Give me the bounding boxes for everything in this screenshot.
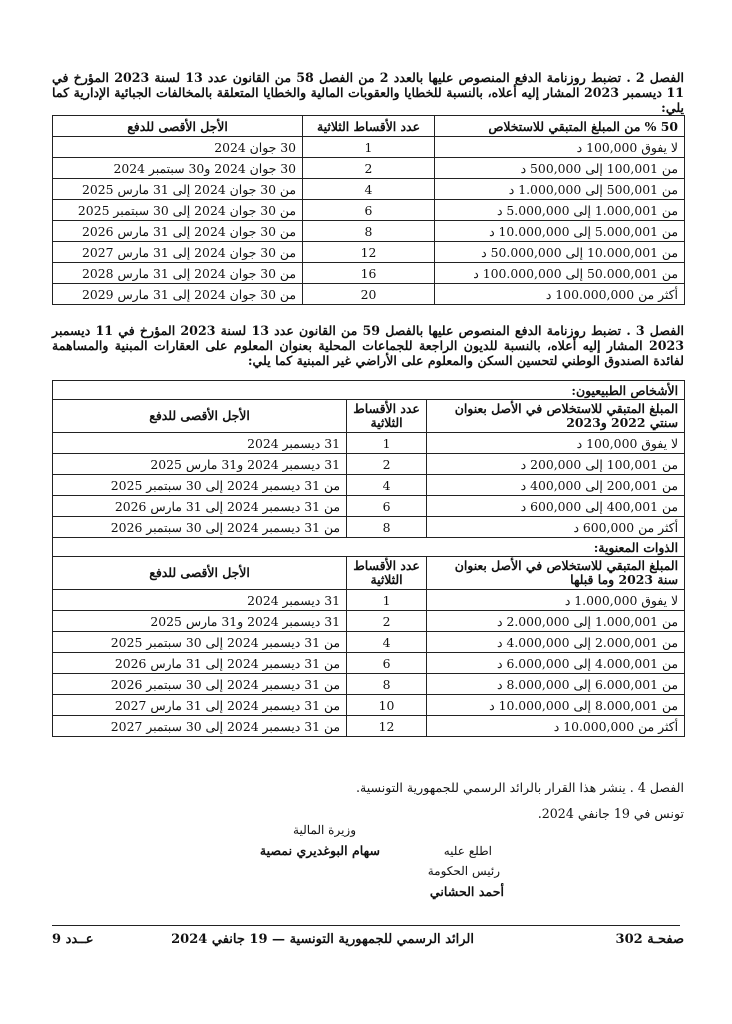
table-row [53,611,685,632]
legal-header-amount: المبلغ المتبقي للاستخلاص في الأصل بعنوان سنة 2023 وما قبلها [427,557,685,590]
natural-header-deadline: الأجل الأقصى للدفع [53,400,347,433]
table-row [53,454,685,475]
footer-journal: الرائد الرسمي للجمهورية التونسية — 19 جانفي 2024 [171,932,474,947]
header-installments: عدد الأقساط الثلاثية [303,116,435,137]
table-row [53,632,685,653]
pm-name: أحمد الحشاني [429,884,504,899]
installments-cell: 8 [347,674,427,695]
table-row [53,517,685,538]
installments-cell: 2 [303,158,435,179]
deadline-cell: 31 ديسمبر 2024 و31 مارس 2025 [53,611,347,632]
table-section-2 [52,115,685,305]
installments-cell: 1 [303,137,435,158]
table-row [53,695,685,716]
deadline-cell: من 31 ديسمبر 2024 إلى 31 مارس 2027 [53,695,347,716]
table-row [53,200,685,221]
page-footer [52,932,684,952]
deadline-cell: من 31 ديسمبر 2024 إلى 31 مارس 2026 [53,496,347,517]
natural-header-installments: عدد الأقساط الثلاثية [347,400,427,433]
amount-cell: من 400,001 إلى 600,000 د [427,496,685,517]
table-row [53,158,685,179]
section-3-text: الفصل 3 . تضبط روزنامة الدفع المنصوص عليها بالفصل 59 من القانون عدد 13 لسنة 2023 المؤرخ في 11 ديسمبر 2023 المشار إليه أعلاه، بالنسبة للديون الراجعة للجماعات المحلية بعنوان المعلوم على العقارات المبنية والمساهمة لفائدة الصندوق الوطني لتحسين السكن والمعلوم على الأراضي غير المبنية كما يلي: [52,323,684,368]
section-2-text: الفصل 2 . تضبط روزنامة الدفع المنصوص عليها بالعدد 2 من الفصل 58 من القانون عدد 13 لسنة 2023 المؤرخ في 11 ديسمبر 2023 المشار إليه أعلاه، بالنسبة للخطايا والعقوبات المالية والخطايا المتعلقة بالمخالفات الجبائية الإدارية كما يلي: [52,70,684,115]
footer-page-number: صفحـة 302 [615,932,684,947]
deadline-cell: 30 جوان 2024 و30 سبتمبر 2024 [53,158,303,179]
installments-cell: 20 [303,284,435,305]
header-deadline: الأجل الأقصى للدفع [53,116,303,137]
amount-cell: من 1.000,001 إلى 5.000,000 د [435,200,685,221]
deadline-cell: 30 جوان 2024 [53,137,303,158]
amount-cell: من 1.000,001 إلى 2.000,000 د [427,611,685,632]
deadline-cell: من 31 ديسمبر 2024 إلى 31 مارس 2026 [53,653,347,674]
installments-cell: 4 [347,632,427,653]
table-section-3 [52,380,685,737]
natural-header-row [53,400,685,433]
amount-cell: من 4.000,001 إلى 6.000,000 د [427,653,685,674]
footer-divider [52,925,680,926]
deadline-cell: من 31 ديسمبر 2024 إلى 30 سبتمبر 2027 [53,716,347,737]
legal-entities-title: الذوات المعنوية: [53,538,685,557]
amount-cell: من 50.000,001 إلى 100.000,000 د [435,263,685,284]
deadline-cell: من 31 ديسمبر 2024 إلى 30 سبتمبر 2026 [53,517,347,538]
deadline-cell: من 30 جوان 2024 إلى 31 مارس 2028 [53,263,303,284]
deadline-cell: من 30 جوان 2024 إلى 31 مارس 2025 [53,179,303,200]
table-row [53,221,685,242]
amount-cell: من 6.000,001 إلى 8.000,000 د [427,674,685,695]
table-row [53,496,685,517]
pm-title: رئيس الحكومة [427,864,500,878]
footer-issue: عــدد 9 [52,932,94,947]
deadline-cell: من 30 جوان 2024 إلى 31 مارس 2026 [53,221,303,242]
deadline-cell: 31 ديسمبر 2024 [53,433,347,454]
amount-cell: لا يفوق 1.000,000 د [427,590,685,611]
deadline-cell: من 31 ديسمبر 2024 إلى 30 سبتمبر 2025 [53,475,347,496]
table-header-row [53,116,685,137]
amount-cell: من 100,001 إلى 500,000 د [435,158,685,179]
deadline-cell: من 30 جوان 2024 إلى 30 سبتمبر 2025 [53,200,303,221]
legal-header-deadline: الأجل الأقصى للدفع [53,557,347,590]
deadline-cell: من 30 جوان 2024 إلى 31 مارس 2027 [53,242,303,263]
installments-cell: 6 [347,496,427,517]
deadline-cell: من 31 ديسمبر 2024 إلى 30 سبتمبر 2025 [53,632,347,653]
legal-header-row [53,557,685,590]
amount-cell: من 5.000,001 إلى 10.000,000 د [435,221,685,242]
amount-cell: لا يفوق 100,000 د [427,433,685,454]
table-row [53,242,685,263]
installments-cell: 1 [347,433,427,454]
deadline-cell: من 30 جوان 2024 إلى 31 مارس 2029 [53,284,303,305]
deadline-cell: من 31 ديسمبر 2024 إلى 30 سبتمبر 2026 [53,674,347,695]
installments-cell: 12 [347,716,427,737]
table-row [53,284,685,305]
table-row [53,716,685,737]
installments-cell: 10 [347,695,427,716]
section-4-text: الفصل 4 . ينشر هذا القرار بالرائد الرسمي للجمهورية التونسية. [355,780,684,795]
installments-cell: 2 [347,611,427,632]
signing-date: تونس في 19 جانفي 2024. [537,806,684,821]
amount-cell: أكثر من 600,000 د [427,517,685,538]
installments-cell: 12 [303,242,435,263]
table-row [53,674,685,695]
amount-cell: من 100,001 إلى 200,000 د [427,454,685,475]
table-row [53,590,685,611]
installments-cell: 16 [303,263,435,284]
amount-cell: من 200,001 إلى 400,000 د [427,475,685,496]
installments-cell: 8 [347,517,427,538]
installments-cell: 8 [303,221,435,242]
table-row [53,433,685,454]
amount-cell: من 10.000,001 إلى 50.000,000 د [435,242,685,263]
approval-label: اطلع عليه [443,844,492,858]
natural-header-amount: المبلغ المتبقي للاستخلاص في الأصل بعنوان سنتي 2022 و2023 [427,400,685,433]
installments-cell: 4 [303,179,435,200]
amount-cell: أكثر من 10.000,000 د [427,716,685,737]
amount-cell: من 8.000,001 إلى 10.000,000 د [427,695,685,716]
installments-cell: 6 [303,200,435,221]
table-row [53,653,685,674]
installments-cell: 1 [347,590,427,611]
installments-cell: 2 [347,454,427,475]
minister-title: وزيرة المالية [293,823,356,837]
installments-cell: 4 [347,475,427,496]
amount-cell: أكثر من 100.000,000 د [435,284,685,305]
header-amount: 50 % من المبلغ المتبقي للاستخلاص [435,116,685,137]
amount-cell: لا يفوق 100,000 د [435,137,685,158]
amount-cell: من 500,001 إلى 1.000,000 د [435,179,685,200]
table-row [53,475,685,496]
table-row [53,179,685,200]
minister-name: سهام البوغديري نمصية [259,843,380,858]
deadline-cell: 31 ديسمبر 2024 [53,590,347,611]
installments-cell: 6 [347,653,427,674]
amount-cell: من 2.000,001 إلى 4.000,000 د [427,632,685,653]
legal-header-installments: عدد الأقساط الثلاثية [347,557,427,590]
deadline-cell: 31 ديسمبر 2024 و31 مارس 2025 [53,454,347,475]
natural-persons-title: الأشخاص الطبيعيون: [53,381,685,400]
table-row [53,137,685,158]
table-row [53,263,685,284]
